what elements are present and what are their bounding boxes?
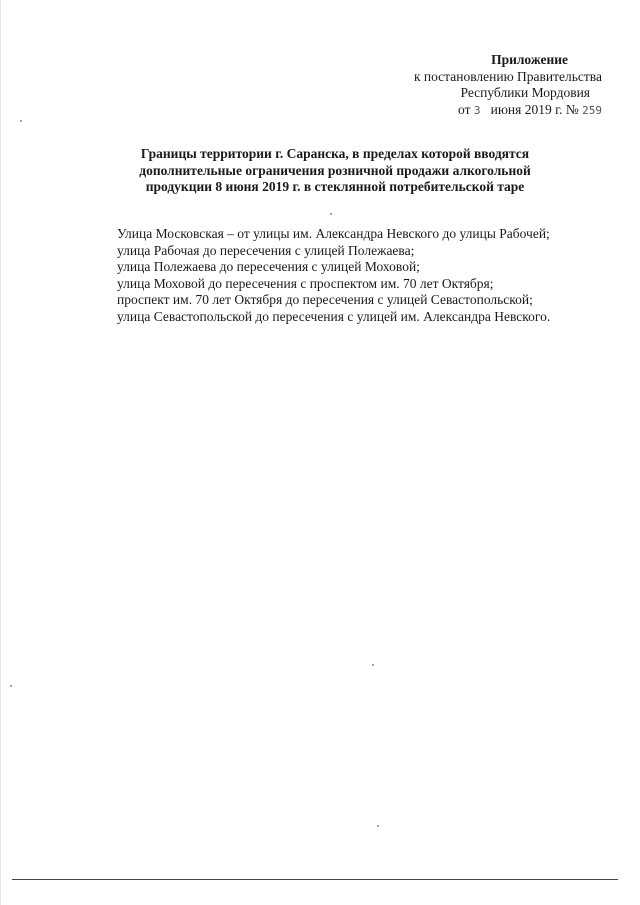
title-line: Границы территории г. Саранска, в пределах которой вводятся xyxy=(140,146,530,161)
boundary-item: улица Полежаева до пересечения с улицей Моховой; xyxy=(117,259,420,274)
boundary-list xyxy=(87,226,595,325)
scan-speck xyxy=(10,685,12,687)
boundary-item: проспект им. 70 лет Октября до пересечения с улицей Севастопольской; xyxy=(117,292,533,307)
boundary-item: улица Рабочая до пересечения с улицей Полежаева; xyxy=(117,242,415,258)
date-rest: июня 2019 г. № xyxy=(490,101,579,117)
boundary-item: улица Севастопольской до пересечения с улицей им. Александра Невского. xyxy=(117,308,551,324)
annex-title: Приложение xyxy=(491,52,568,67)
page-edge xyxy=(0,0,1,905)
resolution-number: 259 xyxy=(582,103,602,117)
date-prefix: от xyxy=(458,101,471,117)
boundary-item: Улица Московская – от улицы им. Александра Невского до улицы Рабочей; xyxy=(117,226,550,241)
scan-speck xyxy=(372,664,374,666)
annex-header xyxy=(322,52,602,119)
scan-speck xyxy=(377,825,379,827)
document-title xyxy=(90,146,580,196)
title-line: дополнительные ограничения розничной продажи алкогольной xyxy=(139,162,531,178)
date-day: 3 xyxy=(473,103,481,117)
annex-resolution-line: к постановлению Правительства xyxy=(413,68,602,84)
annex-republic-line: Республики Мордовия xyxy=(460,85,590,100)
scan-bottom-edge xyxy=(12,879,618,880)
boundary-item: улица Моховой до пересечения с проспектом им. 70 лет Октября; xyxy=(117,275,494,291)
scan-speck xyxy=(330,213,332,215)
title-line: продукции 8 июня 2019 г. в стеклянной потребительской таре xyxy=(145,179,525,194)
annex-date-line xyxy=(322,102,602,120)
scan-speck xyxy=(20,120,22,122)
